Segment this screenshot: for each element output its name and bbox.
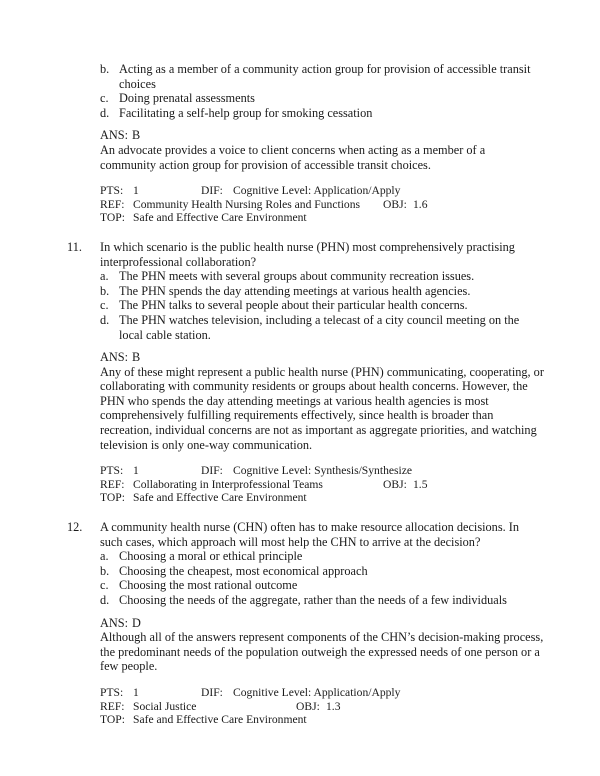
option-text: Choosing the needs of the aggregate, rather than the needs of a few individuals bbox=[119, 593, 507, 607]
obj-label: OBJ: bbox=[383, 197, 407, 211]
metadata-row-pts bbox=[100, 464, 544, 478]
top-value: Safe and Effective Care Environment bbox=[133, 713, 307, 727]
question-stem-text: A community health nurse (CHN) often has to make resource allocation decisions. In such cases, which approach will most help the CHN to arrive at the decision? bbox=[100, 520, 520, 549]
option-text: Choosing a moral or ethical principle bbox=[119, 549, 303, 564]
dif-label: DIF: bbox=[201, 685, 223, 699]
question-block bbox=[56, 62, 544, 225]
ref-value: Social Justice bbox=[133, 699, 197, 713]
option-text: The PHN talks to several people about their particular health concerns. bbox=[119, 298, 468, 313]
question-number: 11. bbox=[67, 239, 82, 254]
ref-value: Collaborating in Interprofessional Teams bbox=[133, 477, 323, 491]
option-text: Choosing the most rational outcome bbox=[119, 578, 298, 593]
answer-line bbox=[100, 128, 544, 143]
obj-column bbox=[383, 478, 428, 492]
option-letter: b. bbox=[100, 283, 110, 298]
ref-label: REF: bbox=[100, 197, 125, 211]
option-letter: c. bbox=[100, 91, 109, 106]
top-label: TOP: bbox=[100, 713, 125, 727]
question-stem bbox=[67, 240, 544, 269]
option-text: Facilitating a self-help group for smoking cessation bbox=[119, 105, 373, 120]
metadata-row-ref bbox=[100, 478, 544, 492]
question-stem-text: In which scenario is the public health nurse (PHN) most comprehensively practising interprofessional collaboration? bbox=[100, 239, 515, 269]
question-block bbox=[56, 520, 544, 727]
answer-rationale: Any of these might represent a public health nurse (PHN) communicating, cooperating, or collaborating with community residents or groups about health concerns. However, the PHN who spends the day attending meetings at various health agencies is most comprehensively fulfilling requirements effectively, since health is broader than recreation, individual concerns are not as important as aggregate priorities, and watching television is only one-way communication. bbox=[100, 364, 544, 452]
option-letter: a. bbox=[100, 549, 109, 564]
answer-value: B bbox=[132, 350, 141, 365]
answer-line bbox=[100, 350, 544, 365]
pts-label: PTS: bbox=[100, 464, 124, 478]
answer-option[interactable] bbox=[100, 313, 544, 342]
answer-rationale: An advocate provides a voice to client concerns when acting as a member of a community action group for provision of accessible transit choices. bbox=[100, 142, 486, 172]
obj-value: 1.6 bbox=[413, 197, 428, 211]
option-letter: c. bbox=[100, 298, 109, 313]
metadata-row-top bbox=[100, 211, 544, 225]
pts-value: 1 bbox=[133, 685, 139, 699]
option-letter: c. bbox=[100, 578, 109, 593]
ref-value: Community Health Nursing Roles and Functions bbox=[133, 197, 361, 211]
option-text: Choosing the cheapest, most economical approach bbox=[119, 563, 368, 578]
obj-value: 1.5 bbox=[413, 477, 428, 491]
metadata-row-ref bbox=[100, 700, 544, 714]
option-text: Acting as a member of a community action group for provision of accessible transit choices bbox=[119, 62, 531, 91]
vertical-spacer bbox=[56, 172, 544, 184]
answer-section bbox=[100, 350, 544, 452]
vertical-spacer bbox=[56, 674, 544, 686]
top-label: TOP: bbox=[100, 211, 125, 225]
option-letter: b. bbox=[100, 62, 110, 76]
ref-label: REF: bbox=[100, 699, 125, 713]
question-metadata bbox=[100, 184, 544, 225]
vertical-spacer bbox=[56, 452, 544, 464]
answer-option[interactable] bbox=[100, 62, 544, 91]
question-metadata bbox=[100, 464, 544, 505]
answer-options bbox=[100, 62, 544, 120]
dif-value: Cognitive Level: Synthesis/Synthesize bbox=[233, 464, 413, 478]
obj-label: OBJ: bbox=[383, 477, 407, 491]
option-letter: b. bbox=[100, 563, 110, 578]
answer-option[interactable] bbox=[100, 564, 544, 579]
option-text: The PHN spends the day attending meetings at various health agencies. bbox=[119, 283, 471, 298]
answer-options bbox=[100, 549, 544, 607]
dif-value: Cognitive Level: Application/Apply bbox=[233, 184, 401, 198]
option-text: The PHN watches television, including a telecast of a city council meeting on the local cable station. bbox=[119, 312, 520, 342]
dif-label: DIF: bbox=[201, 184, 223, 198]
answer-value: B bbox=[132, 128, 141, 143]
metadata-row-top bbox=[100, 713, 544, 727]
option-letter: d. bbox=[100, 312, 110, 327]
answer-rationale: Although all of the answers represent components of the CHN’s decision-making process, the predominant needs of the population outweigh the expressed needs of one person or a few people. bbox=[100, 630, 544, 674]
answer-option[interactable] bbox=[100, 91, 544, 106]
option-letter: d. bbox=[100, 105, 110, 120]
option-text: The PHN meets with several groups about community recreation issues. bbox=[119, 269, 475, 284]
dif-value: Cognitive Level: Application/Apply bbox=[233, 685, 401, 699]
top-label: TOP: bbox=[100, 491, 125, 505]
option-letter: a. bbox=[100, 269, 109, 284]
pts-value: 1 bbox=[133, 464, 139, 478]
option-letter: d. bbox=[100, 593, 110, 607]
metadata-row-top bbox=[100, 491, 544, 505]
answer-value: D bbox=[132, 615, 141, 630]
answer-options bbox=[100, 269, 544, 342]
question-number: 12. bbox=[67, 520, 83, 535]
vertical-spacer bbox=[56, 120, 544, 128]
metadata-row-pts bbox=[100, 686, 544, 700]
answer-option[interactable] bbox=[100, 298, 544, 313]
answer-line bbox=[100, 616, 544, 631]
dif-label: DIF: bbox=[201, 464, 223, 478]
option-text: Doing prenatal assessments bbox=[119, 91, 255, 106]
vertical-spacer bbox=[56, 505, 544, 520]
question-metadata bbox=[100, 686, 544, 727]
vertical-spacer bbox=[56, 608, 544, 616]
obj-value: 1.3 bbox=[326, 699, 341, 713]
metadata-row-pts bbox=[100, 184, 544, 198]
answer-option[interactable] bbox=[100, 269, 544, 284]
top-value: Safe and Effective Care Environment bbox=[133, 211, 307, 225]
page-content bbox=[56, 62, 544, 727]
vertical-spacer bbox=[56, 225, 544, 240]
top-value: Safe and Effective Care Environment bbox=[133, 491, 307, 505]
vertical-spacer bbox=[56, 342, 544, 350]
metadata-row-ref bbox=[100, 198, 544, 212]
answer-label: ANS: bbox=[100, 350, 129, 365]
answer-option[interactable] bbox=[100, 578, 544, 593]
pts-label: PTS: bbox=[100, 685, 124, 699]
obj-column bbox=[296, 700, 341, 714]
answer-option[interactable] bbox=[100, 549, 544, 564]
question-stem bbox=[67, 520, 544, 549]
answer-section bbox=[100, 128, 544, 172]
obj-column bbox=[383, 198, 428, 212]
answer-option[interactable] bbox=[100, 106, 544, 121]
dif-column bbox=[201, 686, 400, 700]
answer-label: ANS: bbox=[100, 128, 129, 143]
obj-label: OBJ: bbox=[296, 699, 320, 713]
dif-column bbox=[201, 184, 400, 198]
answer-section bbox=[100, 616, 544, 674]
answer-option[interactable] bbox=[100, 593, 544, 608]
pts-label: PTS: bbox=[100, 184, 124, 198]
dif-column bbox=[201, 464, 412, 478]
question-block bbox=[56, 240, 544, 505]
answer-option[interactable] bbox=[100, 284, 544, 299]
pts-value: 1 bbox=[133, 184, 139, 198]
ref-label: REF: bbox=[100, 477, 125, 491]
answer-label: ANS: bbox=[100, 615, 129, 630]
